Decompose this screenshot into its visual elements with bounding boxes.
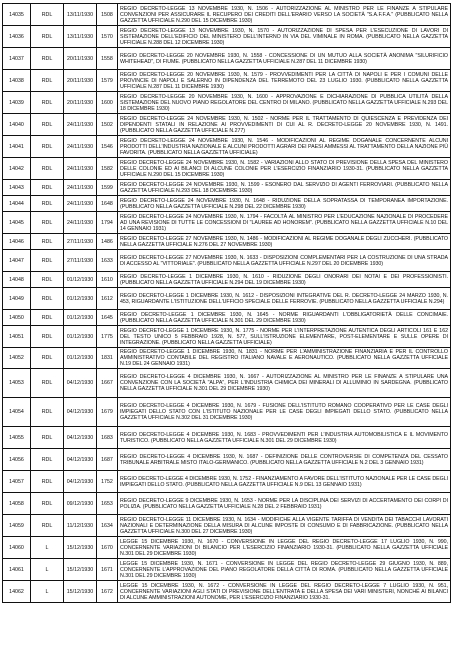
act-description-cell: REGIO DECRETO-LEGGE 13 NOVEMBRE 1930, N. 1570 - AUTORIZZAZIONE DI SPESA PER L'ESECUZIONE DI LAVORI DI SISTEMAZIONE DELL'EDIFICIO DEL MINISTERO DELL'INTERNO IN VIA DEL VIMINALE IN ROMA. (PUBBLICATO NELLA GAZZETTA UFFICIALE N.288 DEL 12 DICEMBRE 1930) (118, 26, 451, 48)
act-type-cell: RDL (31, 449, 64, 471)
act-date-cell: 20/11/1930 (64, 70, 97, 92)
act-number-cell: 1579 (97, 70, 118, 92)
record-id-cell: 14045 (3, 212, 31, 234)
act-number-cell: 1546 (97, 136, 118, 158)
act-date-cell: 01/12/1930 (64, 326, 97, 348)
table-row (3, 26, 451, 48)
record-id-cell: 14062 (3, 581, 31, 603)
table-row (3, 272, 451, 288)
act-type-cell: RDL (31, 288, 64, 310)
act-date-cell: 27/11/1930 (64, 234, 97, 250)
record-id-cell: 14050 (3, 310, 31, 326)
act-type-cell: RDL (31, 250, 64, 272)
act-number-cell: 1486 (97, 234, 118, 250)
act-type-cell: RDL (31, 180, 64, 196)
act-description-cell: REGIO DECRETO-LEGGE 20 NOVEMBRE 1930, N. 1579 - PROVVEDIMENTI PER LA CITTÀ DI NAPOLI E PER I COMUNI DELLE PROVINCIE DI NAPOLI E SALERNO IN DIPENDENZA DEL TERREMOTO DEL 23 LUGLIO 1930. (PUBBLICATO NELLA GAZZETTA UFFICIALE N.287 DEL 11 DICEMBRE 1930) (118, 70, 451, 92)
act-description-cell: REGIO DECRETO-LEGGE 1 DICEMBRE 1930, N. 1645 - NORME RIGUARDANTI L'OBBLIGATORIETÀ DELLE CONCIMAIE. (PUBBLICATO NELLA GAZZETTA UFFICIALE N.301 DEL 29 DICEMBRE 1930) (118, 310, 451, 326)
act-description-cell: REGIO DECRETO-LEGGE 24 NOVEMBRE 1930, N. 1648 - RIDUZIONE DELLA SOPRATASSA DI TEMPORANEA IMPORTAZIONE. (PUBBLICATO NELLA GAZZETTA UFFICIALE N.298 DEL 22 DICEMBRE 1930) (118, 196, 451, 212)
record-id-cell: 14043 (3, 180, 31, 196)
record-id-cell: 14036 (3, 26, 31, 48)
table-row (3, 92, 451, 114)
record-id-cell: 14051 (3, 326, 31, 348)
table-row (3, 158, 451, 180)
table-row (3, 196, 451, 212)
act-type-cell: RDL (31, 427, 64, 449)
record-id-cell: 14040 (3, 114, 31, 136)
act-date-cell: 04/12/1930 (64, 398, 97, 427)
record-id-cell: 14053 (3, 369, 31, 398)
act-type-cell: RDL (31, 272, 64, 288)
act-number-cell: 1752 (97, 471, 118, 493)
act-number-cell: 1570 (97, 26, 118, 48)
act-date-cell: 01/12/1930 (64, 310, 97, 326)
table-row (3, 136, 451, 158)
record-id-cell: 14047 (3, 250, 31, 272)
act-description-cell: REGIO DECRETO-LEGGE 24 NOVEMBRE 1930, N. 1546 - MODIFICAZIONI AL REGIME DOGANALE CONCERNENTE ALCUNI PRODOTTI DELL'INDUSTRIA NAZIONALE E ALCUNI PRODOTTI AGRARI DEI PAESI AMMESSI AL TRATTAMENTO DELLA NAZIONE PIÙ FAVORITA. (PUBBLICATO NELLA GAZZETTA UFFICIALE) (118, 136, 451, 158)
act-date-cell: 13/11/1930 (64, 4, 97, 26)
act-date-cell: 01/12/1930 (64, 348, 97, 369)
act-type-cell: RDL (31, 92, 64, 114)
act-date-cell: 27/11/1930 (64, 250, 97, 272)
act-date-cell: 04/12/1930 (64, 369, 97, 398)
act-number-cell: 1672 (97, 581, 118, 603)
act-description-cell: REGIO DECRETO-LEGGE 4 DICEMBRE 1930, N. 1687 - DEFINIZIONE DELLE CONTROVERSIE DI COMPETENZA DEL CESSATO TRIBUNALE ARBITRALE MISTO ITALO-GERMANICO. (PUBBLICATO NELLA GAZZETTA UFFICIALE N.2 DEL 3 GENNAIO 1931) (118, 449, 451, 471)
record-id-cell: 14035 (3, 4, 31, 26)
act-type-cell: RDL (31, 326, 64, 348)
record-id-cell: 14054 (3, 398, 31, 427)
act-date-cell: 15/12/1930 (64, 537, 97, 559)
record-id-cell: 14042 (3, 158, 31, 180)
act-date-cell: 13/11/1930 (64, 26, 97, 48)
table-row (3, 493, 451, 515)
act-date-cell: 04/12/1930 (64, 449, 97, 471)
act-date-cell: 15/12/1930 (64, 559, 97, 581)
act-date-cell: 20/11/1930 (64, 92, 97, 114)
act-description-cell: REGIO DECRETO-LEGGE 24 NOVEMBRE 1930, N. 1599 - ESONERO DAL SERVIZIO DI AGENTI FERROVIARI. (PUBBLICATO NELLA GAZZETTA UFFICIALE N.293 DEL 18 DICEMBRE 1930) (118, 180, 451, 196)
table-row (3, 449, 451, 471)
act-type-cell: RDL (31, 493, 64, 515)
act-number-cell: 1794 (97, 212, 118, 234)
act-type-cell: RDL (31, 234, 64, 250)
table-row (3, 369, 451, 398)
table-row (3, 471, 451, 493)
act-date-cell: 20/11/1930 (64, 48, 97, 70)
act-type-cell: RDL (31, 471, 64, 493)
act-number-cell: 1670 (97, 537, 118, 559)
act-description-cell: REGIO DECRETO-LEGGE 9 DICEMBRE 1930, N. 1653 - NORME PER LA DISCIPLINA DEI SERVIZI DI ACCERTAMENTO DEI CORPI DI POLIZIA. (PUBBLICATO NELLA GAZZETTA UFFICIALE N.28 DEL 2 FEBBRAIO 1931) (118, 493, 451, 515)
table-row (3, 114, 451, 136)
act-date-cell: 15/12/1930 (64, 581, 97, 603)
act-description-cell: REGIO DECRETO-LEGGE 20 NOVEMBRE 1930, N. 1600 - APPROVAZIONE E DICHIARAZIONE DI PUBBLICA UTILITÀ DELLA SISTEMAZIONE DEL NUOVO PIANO REGOLATORE DEL CENTRO DI MILANO. (PUBBLICATO NELLA GAZZETTA UFFICIALE N.293 DEL 18 DICEMBRE 1930) (118, 92, 451, 114)
act-type-cell: RDL (31, 515, 64, 537)
table-row (3, 288, 451, 310)
record-id-cell: 14057 (3, 471, 31, 493)
act-type-cell: RDL (31, 114, 64, 136)
record-id-cell: 14038 (3, 70, 31, 92)
table-row (3, 48, 451, 70)
record-id-cell: 14058 (3, 493, 31, 515)
act-type-cell: RDL (31, 212, 64, 234)
record-id-cell: 14048 (3, 272, 31, 288)
act-description-cell: LEGGE 15 DICEMBRE 1930, N. 1670 - CONVERSIONE IN LEGGE DEL REGIO DECRETO-LEGGE 17 LUGLIO 1930, N. 990, CONCERNENTE VARIAZIONI DI BILANCIO PER L'ESERCIZIO FINANZIARIO 1930-31. (PUBBLICATO NELLA GAZZETTA UFFICIALE N.301 DEL 29 DICEMBRE 1930) (118, 537, 451, 559)
act-type-cell: RDL (31, 196, 64, 212)
record-id-cell: 14059 (3, 515, 31, 537)
act-number-cell: 1667 (97, 369, 118, 398)
act-number-cell: 1671 (97, 559, 118, 581)
act-type-cell: RDL (31, 158, 64, 180)
table-row (3, 515, 451, 537)
record-id-cell: 14052 (3, 348, 31, 369)
table-row (3, 398, 451, 427)
act-number-cell: 1582 (97, 158, 118, 180)
act-number-cell: 1612 (97, 288, 118, 310)
table-row (3, 250, 451, 272)
act-date-cell: 04/12/1930 (64, 427, 97, 449)
table-row (3, 348, 451, 369)
act-description-cell: REGIO DECRETO-LEGGE 24 NOVEMBRE 1930, N. 1582 - VARIAZIONI ALLO STATO DI PREVISIONE DELLA SPESA DEL MINISTERO DELLE COLONIE ED AI BILANCI DI ALCUNE COLONIE PER L'ESERCIZIO FINANZIARIO 1930-31. (PUBBLICATO NELLA GAZZETTA UFFICIALE N.290 DEL 15 DICEMBRE 1930) (118, 158, 451, 180)
record-id-cell: 14056 (3, 449, 31, 471)
act-type-cell: RDL (31, 348, 64, 369)
act-description-cell: LEGGE 15 DICEMBRE 1930, N. 1672 - CONVERSIONE IN LEGGE DEL REGIO DECRETO-LEGGE 7 LUGLIO 1930, N. 951, CONCERNENTE VARIAZIONI AGLI STATI DI PREVISIONE DELL'ENTRATA E DELLA SPESA DEI VARI MINISTERI, NONCHÉ AI BILANCI DI ALCUNE AMMINISTRAZIONI AUTONOME, PER L'ESERCIZIO FINANZIARIO 1930-31. (118, 581, 451, 603)
act-type-cell: L (31, 559, 64, 581)
record-id-cell: 14041 (3, 136, 31, 158)
act-type-cell: RDL (31, 136, 64, 158)
act-number-cell: 1634 (97, 515, 118, 537)
act-description-cell: REGIO DECRETO-LEGGE 4 DICEMBRE 1930, N. 1752 - FINANZIAMENTO A FAVORE DELL'ISTITUTO NAZIONALE PER LE CASE DEGLI IMPIEGATI DELLO STATO. (PUBBLICATO NELLA GAZZETTA UFFICIALE N.9 DEL 13 GENNAIO 1931) (118, 471, 451, 493)
act-description-cell: LEGGE 15 DICEMBRE 1930, N. 1671 - CONVERSIONE IN LEGGE DEL REGIO DECRETO-LEGGE 29 GIUGNO 1930, N. 889, CONCERNENTE L'APPROVAZIONE DEL PIANO REGOLATORE DELLA CITTÀ DI ROMA. (PUBBLICATO NELLA GAZZETTA UFFICIALE N.301 DEL 29 DICEMBRE 1930) (118, 559, 451, 581)
record-id-cell: 14037 (3, 48, 31, 70)
register-body (3, 4, 451, 603)
legislation-register-table (2, 3, 451, 603)
act-date-cell: 24/11/1930 (64, 114, 97, 136)
act-date-cell: 24/11/1930 (64, 158, 97, 180)
act-number-cell: 1645 (97, 310, 118, 326)
act-number-cell: 1831 (97, 348, 118, 369)
act-date-cell: 09/12/1930 (64, 493, 97, 515)
act-number-cell: 1683 (97, 427, 118, 449)
table-row (3, 427, 451, 449)
act-description-cell: REGIO DECRETO-LEGGE 24 NOVEMBRE 1930, N. 1502 - NORME PER IL TRATTAMENTO DI QUIESCENZA E PREVIDENZA DEI DIPENDENTI STATALI IN RELAZIONE AI PROVVEDIMENTI DI CUI AL R. DECRETO-LEGGE 20 NOVEMBRE 1930, N. 1491. (PUBBLICATO NELLA GAZZETTA UFFICIALE N.277) (118, 114, 451, 136)
table-row (3, 326, 451, 348)
act-description-cell: REGIO DECRETO-LEGGE 11 DICEMBRE 1930, N. 1634 - MODIFICHE ALLA VIGENTE TARIFFA DI VENDITA DEI TABACCHI LAVORATI NAZIONALI E DETERMINAZIONE DELLA MISURA DI ALCUNE IMPOSTE DI CONSUMO E DI FABBRICAZIONE. (PUBBLICATO NELLA GAZZETTA UFFICIALE N.300 DEL 27 DICEMBRE 1930) (118, 515, 451, 537)
act-description-cell: REGIO DECRETO-LEGGE 13 NOVEMBRE 1930, N. 1506 - AUTORIZZAZIONE AL MINISTRO PER LE FINANZE A STIPULARE CONVENZIONI PER ASSICURARE IL RECUPERO DEI CREDITI DELL'ERARIO VERSO LA SOCIETÀ "S.A.F.F.A." (PUBBLICATO NELLA GAZZETTA UFFICIALE N.290 DEL 15 DICEMBRE 1930) (118, 4, 451, 26)
act-description-cell: REGIO DECRETO-LEGGE 24 NOVEMBRE 1930, N. 1794 - FACOLTÀ AL MINISTRO PER L'EDUCAZIONE NAZIONALE DI PROCEDERE AD UNA REVISIONE DI TUTTE LE CONCESSIONI DI "LAUREE AD HONOREM". (PUBBLICATO NELLA GAZZETTA UFFICIALE N.10 DEL 14 GENNAIO 1931) (118, 212, 451, 234)
act-number-cell: 1599 (97, 180, 118, 196)
act-date-cell: 24/11/1930 (64, 196, 97, 212)
act-number-cell: 1775 (97, 326, 118, 348)
table-row (3, 537, 451, 559)
act-number-cell: 1610 (97, 272, 118, 288)
act-date-cell: 04/12/1930 (64, 471, 97, 493)
act-number-cell: 1648 (97, 196, 118, 212)
record-id-cell: 14055 (3, 427, 31, 449)
act-number-cell: 1502 (97, 114, 118, 136)
act-date-cell: 24/11/1930 (64, 136, 97, 158)
act-description-cell: REGIO DECRETO-LEGGE 1 DICEMBRE 1930, N. 1610 - RIDUZIONE DEGLI ONORARI DEI NOTAI E DEI PROFESSIONISTI. (PUBBLICATO NELLA GAZZETTA UFFICIALE N.294 DEL 19 DICEMBRE 1930) (118, 272, 451, 288)
act-date-cell: 11/12/1930 (64, 515, 97, 537)
act-number-cell: 1600 (97, 92, 118, 114)
act-type-cell: RDL (31, 48, 64, 70)
act-description-cell: REGIO DECRETO-LEGGE 4 DICEMBRE 1930, N. 1683 - PROVVEDIMENTI PER L'INDUSTRIA AUTOMOBILISTICA E IL MOVIMENTO TURISTICO. (PUBBLICATO NELLA GAZZETTA UFFICIALE N.301 DEL 29 DICEMBRE 1930) (118, 427, 451, 449)
act-date-cell: 24/11/1930 (64, 212, 97, 234)
act-description-cell: REGIO DECRETO-LEGGE 1 DICEMBRE 1930, N. 1831 - NORME PER L'AMMINISTRAZIONE FINANZIARIA E PER IL CONTROLLO AMMINISTRATIVO CONTABILE DEL REGISTRO ITALIANO NAVALE E AERONAUTICO. (PUBBLICATO NELLA GAZZETTA UFFICIALE N.19 DEL 24 GENNAIO 1931) (118, 348, 451, 369)
record-id-cell: 14044 (3, 196, 31, 212)
act-type-cell: L (31, 537, 64, 559)
act-type-cell: RDL (31, 398, 64, 427)
record-id-cell: 14046 (3, 234, 31, 250)
record-id-cell: 14049 (3, 288, 31, 310)
act-date-cell: 01/12/1930 (64, 272, 97, 288)
act-type-cell: RDL (31, 310, 64, 326)
act-description-cell: REGIO DECRETO-LEGGE 1 DICEMBRE 1930, N. 1612 - DISPOSIZIONI INTEGRATIVE DEL R. DECRETO-LEGGE 24 MARZO 1930, N. 453, RIGUARDANTE L'ISTITUZIONE DELL'UFFICIO SPECIALE DELLE FERROVIE. (PUBBLICATO NELLA GAZZETTA UFFICIALE N.294) (118, 288, 451, 310)
act-type-cell: RDL (31, 70, 64, 92)
act-date-cell: 24/11/1930 (64, 180, 97, 196)
table-row (3, 180, 451, 196)
act-type-cell: RDL (31, 26, 64, 48)
act-number-cell: 1633 (97, 250, 118, 272)
act-number-cell: 1653 (97, 493, 118, 515)
table-row (3, 70, 451, 92)
record-id-cell: 14061 (3, 559, 31, 581)
table-row (3, 310, 451, 326)
act-description-cell: REGIO DECRETO-LEGGE 1 DICEMBRE 1930, N. 1775 - NORME PER L'INTERPRETAZIONE AUTENTICA DEGLI ARTICOLI 161 E 162 DEL TESTO UNICO 5 FEBBRAIO 1928, N. 577, SULL'ISTRUZIONE ELEMENTARE, POST-ELEMENTARE E SULLE OPERE DI INTEGRAZIONE. (PUBBLICATO NELLA GAZZETTA UFFICIALE) (118, 326, 451, 348)
record-id-cell: 14060 (3, 537, 31, 559)
act-number-cell: 1687 (97, 449, 118, 471)
act-number-cell: 1508 (97, 4, 118, 26)
act-type-cell: L (31, 581, 64, 603)
table-row (3, 212, 451, 234)
table-row (3, 4, 451, 26)
act-description-cell: REGIO DECRETO-LEGGE 4 DICEMBRE 1930, N. 1679 - FUSIONE DELL'ISTITUTO ROMANO COOPERATIVO PER LE CASE DEGLI IMPIEGATI DELLO STATO CON L'ISTITUTO NAZIONALE PER LE CASE DEGLI IMPIEGATI DELLO STATO. (PUBBLICATO NELLA GAZZETTA UFFICIALE N.302 DEL 31 DICEMBRE 1930) (118, 398, 451, 427)
act-description-cell: REGIO DECRETO-LEGGE 27 NOVEMBRE 1930, N. 1486 - MODIFICAZIONI AL REGIME DOGANALE DEGLI ZUCCHERI. (PUBBLICATO NELLA GAZZETTA UFFICIALE N.276 DEL 27 NOVEMBRE 1930) (118, 234, 451, 250)
table-row (3, 559, 451, 581)
act-number-cell: 1679 (97, 398, 118, 427)
act-type-cell: RDL (31, 369, 64, 398)
table-row (3, 581, 451, 603)
act-description-cell: REGIO DECRETO-LEGGE 4 DICEMBRE 1930, N. 1667 - AUTORIZZAZIONE AL MINISTRO PER LE FINANZE A STIPULARE UNA CONVENZIONE CON LA SOCIETÀ "ALPA", PER L'INDUSTRIA CHIMICA DEI MINERALI DI ALLUMINIO IN SARDEGNA. (PUBBLICATO NELLA GAZZETTA UFFICIALE N.301 DEL 29 DICEMBRE 1930) (118, 369, 451, 398)
act-date-cell: 01/12/1930 (64, 288, 97, 310)
act-number-cell: 1558 (97, 48, 118, 70)
act-description-cell: REGIO DECRETO-LEGGE 27 NOVEMBRE 1930, N. 1633 - DISPOSIZIONI COMPLEMENTARI PER LA COSTRUZIONE DI UNA STRADA DI ACCESSO AL "VITTORIALE". (PUBBLICATO NELLA GAZZETTA UFFICIALE N.297 DEL 20 DICEMBRE 1930) (118, 250, 451, 272)
record-id-cell: 14039 (3, 92, 31, 114)
act-description-cell: REGIO DECRETO-LEGGE 20 NOVEMBRE 1930, N. 1558 - CONCESSIONE DI UN MUTUO ALLA SOCIETÀ ANONIMA "SILURIFICIO WHITEHEAD", DI FIUME. (PUBBLICATO NELLA GAZZETTA UFFICIALE N.287 DEL 11 DICEMBRE 1930) (118, 48, 451, 70)
table-row (3, 234, 451, 250)
act-type-cell: RDL (31, 4, 64, 26)
